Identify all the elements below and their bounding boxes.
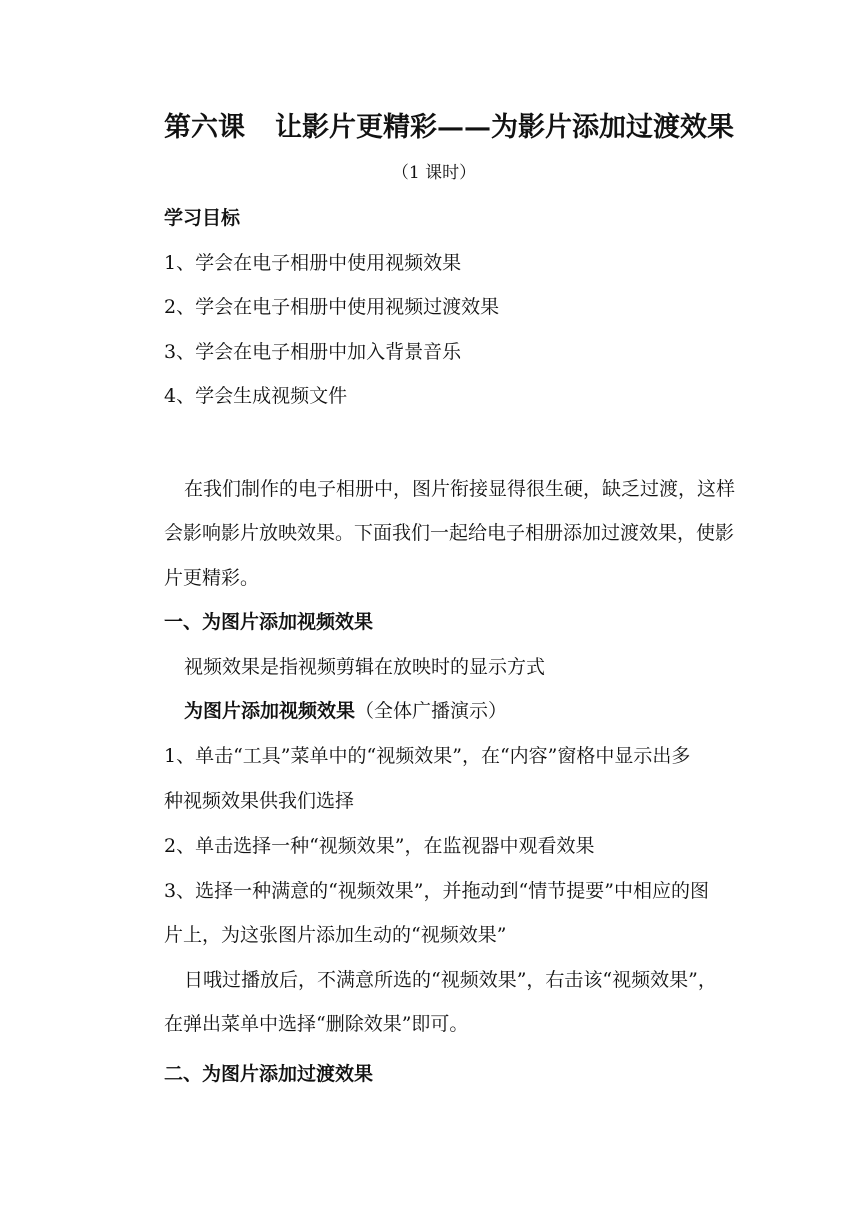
objective-item: 1、学会在电子相册中使用视频效果 — [164, 252, 462, 274]
objective-item: 2、学会在电子相册中使用视频过渡效果 — [164, 296, 500, 318]
note-line: 日哦过播放后，不满意所选的“视频效果”，右击该“视频效果”， — [184, 969, 717, 991]
step-line: 1、单击“工具”菜单中的“视频效果”，在“内容”窗格中显示出多 — [164, 745, 691, 767]
intro-paragraph-line: 在我们制作的电子相册中，图片衔接显得很生硬，缺乏过渡，这样 — [184, 478, 736, 500]
section1-heading: 一、为图片添加视频效果 — [164, 611, 374, 633]
section1-subheading — [184, 699, 784, 723]
section1-definition: 视频效果是指视频剪辑在放映时的显示方式 — [184, 656, 546, 678]
step-line: 3、选择一种满意的“视频效果”，并拖动到“情节提要”中相应的图 — [164, 880, 709, 902]
section2-heading: 二、为图片添加过渡效果 — [164, 1063, 374, 1085]
step-line: 2、单击选择一种“视频效果”，在监视器中观看效果 — [164, 835, 595, 857]
objectives-heading: 学习目标 — [164, 207, 241, 229]
lesson-topic: 让影片更精彩——为影片添加过渡效果 — [275, 112, 734, 143]
objective-item: 4、学会生成视频文件 — [164, 385, 348, 407]
note-line: 在弹出菜单中选择“删除效果”即可。 — [164, 1013, 469, 1035]
lesson-duration: （1 课时） — [391, 163, 477, 183]
lesson-title — [164, 110, 784, 146]
step-line: 种视频效果供我们选择 — [164, 790, 355, 812]
intro-paragraph-line: 会影响影片放映效果。下面我们一起给电子相册添加过渡效果，使影 — [164, 522, 735, 544]
section1-subheading-title: 为图片添加视频效果 — [184, 700, 356, 722]
objective-item: 3、学会在电子相册中加入背景音乐 — [164, 341, 462, 363]
section1-subheading-note: （全体广播演示） — [355, 700, 508, 722]
lesson-number: 第六课 — [164, 112, 245, 143]
step-line: 片上，为这张图片添加生动的“视频效果” — [164, 924, 507, 946]
intro-paragraph-line: 片更精彩。 — [164, 567, 260, 589]
